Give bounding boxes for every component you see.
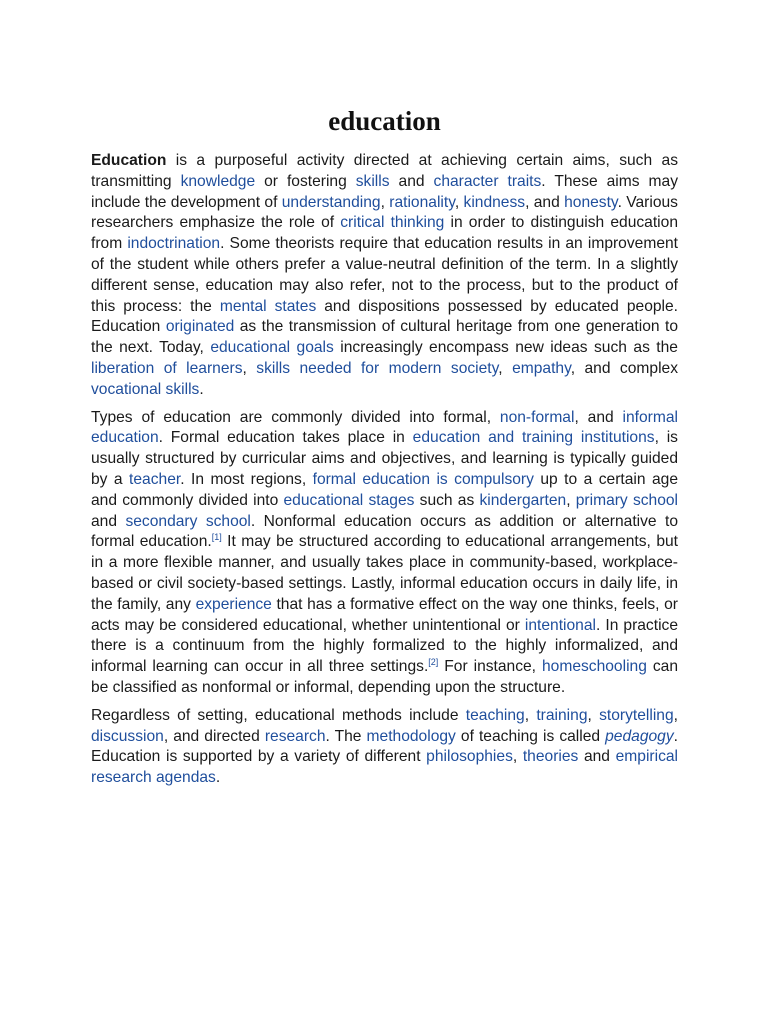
link-intentional[interactable]: intentional: [524, 616, 596, 634]
paragraph-text: . The: [325, 727, 367, 745]
paragraph-text: and: [578, 748, 616, 766]
paragraph-text: is a purposeful activity directed at achieving certain aims, such as transmitting: [91, 152, 678, 190]
paragraph-text: increasingly encompass new ideas such as the: [333, 339, 678, 357]
link-kindergarten[interactable]: kindergarten: [479, 491, 567, 509]
paragraph-text: . These aims may include the development of: [91, 172, 678, 211]
paragraph-text: ,: [380, 193, 390, 211]
paragraph-text: can be classified as nonformal or informal, depending upon the structure.: [91, 658, 678, 696]
paragraph-text: , and: [525, 193, 565, 211]
link-empathy[interactable]: empathy: [512, 359, 571, 377]
link-educational-stages[interactable]: educational stages: [283, 491, 415, 509]
link-discussion[interactable]: discussion: [91, 727, 164, 745]
paragraph-text: For instance,: [438, 658, 542, 676]
link-educational-goals[interactable]: educational goals: [210, 339, 334, 357]
paragraph-text: . Formal education takes place in: [158, 429, 413, 447]
link-secondary-school[interactable]: secondary school: [125, 512, 251, 530]
citation-ref[interactable]: [1]: [211, 532, 222, 543]
paragraph-text: and: [389, 172, 434, 190]
link-storytelling[interactable]: storytelling: [599, 706, 674, 724]
paragraph-text: Types of education are commonly divided into formal,: [91, 408, 500, 426]
document-title: education: [328, 106, 441, 136]
paragraph-text: ,: [512, 748, 523, 766]
link-vocational-skills[interactable]: vocational skills: [91, 380, 200, 398]
paragraph-text: , and: [574, 408, 623, 426]
paragraph-text: or fostering: [255, 172, 356, 190]
link-critical-thinking[interactable]: critical thinking: [340, 214, 445, 232]
paragraph-text: and: [91, 512, 126, 530]
paragraph-text: , is usually structured by curricular aims and objectives, and learning is typically guided by a: [91, 429, 678, 488]
paragraph-text: ,: [242, 359, 257, 377]
paragraph-text: It may be structured according to educational arrangements, but in a more flexible manner, and usually takes place in community-based, workplace-based or civil society-based settings. Lastly, informal education occurs in daily life, in the family, any: [91, 533, 678, 613]
paragraph-text: Regardless of setting, educational methods include: [91, 706, 466, 724]
paragraph-text: ,: [454, 193, 464, 211]
paragraph-text: . Nonformal education occurs as addition or alternative to formal education.: [91, 512, 679, 551]
paragraph-text: ,: [566, 491, 576, 509]
link-teacher[interactable]: teacher: [129, 470, 181, 488]
paragraph-text: ,: [587, 706, 600, 724]
link-empirical-research-agendas[interactable]: empirical research agendas: [91, 748, 678, 787]
paragraph-text: .: [199, 380, 204, 398]
paragraph-text: . Some theorists require that education results in an improvement of the student while others prefer a value-neutral definition of the term. In a slightly different sense, education may also refer, not to the process, but to the product of this process: the: [91, 235, 678, 315]
link-informal-education[interactable]: informal education: [91, 408, 678, 447]
link-teaching[interactable]: teaching: [465, 706, 525, 724]
paragraph-text: as the transmission of cultural heritage from one generation to the next. Today,: [91, 318, 678, 357]
paragraph-text: up to a certain age and commonly divided into: [91, 470, 678, 509]
paragraph-intro: [91, 151, 678, 401]
link-experience[interactable]: experience: [195, 595, 272, 613]
link-education-and-training-institutions[interactable]: education and training institutions: [412, 429, 655, 447]
paragraph-text: ,: [498, 359, 513, 377]
link-primary-school[interactable]: primary school: [575, 491, 679, 509]
link-kindness[interactable]: kindness: [463, 193, 526, 211]
link-rationality[interactable]: rationality: [389, 193, 455, 211]
link-research[interactable]: research: [264, 727, 326, 745]
paragraph-text: , and complex: [570, 359, 679, 377]
citation-ref[interactable]: [2]: [428, 656, 439, 667]
paragraph-text: , and directed: [163, 727, 265, 745]
paragraph-types: [91, 408, 678, 699]
paragraph-text: such as: [414, 491, 480, 509]
link-honesty[interactable]: honesty: [564, 193, 618, 211]
link-non-formal[interactable]: non-formal: [499, 408, 575, 426]
paragraph-text: of teaching is called: [455, 727, 606, 745]
paragraph-text: . Various researchers emphasize the role of: [91, 193, 678, 232]
link-knowledge[interactable]: knowledge: [180, 172, 256, 190]
paragraph-text: .: [215, 769, 221, 787]
paragraph-text: ,: [524, 706, 537, 724]
link-skills[interactable]: skills: [355, 172, 390, 190]
link-training[interactable]: training: [536, 706, 588, 724]
paragraph-text: ,: [673, 706, 678, 724]
link-skills-needed-for-modern-society[interactable]: skills needed for modern society: [256, 359, 499, 377]
bold-term: Education: [91, 152, 167, 169]
link-homeschooling[interactable]: homeschooling: [541, 658, 647, 676]
link-philosophies[interactable]: philosophies: [426, 748, 513, 766]
link-theories[interactable]: theories: [522, 748, 579, 766]
link-mental-states[interactable]: mental states: [219, 297, 317, 315]
paragraph-text: . In most regions,: [180, 470, 313, 488]
link-originated[interactable]: originated: [165, 318, 235, 336]
link-formal-education-is-compulsory[interactable]: formal education is compulsory: [312, 470, 534, 488]
link-liberation-of-learners[interactable]: liberation of learners: [91, 359, 243, 377]
paragraph-methods: [91, 706, 678, 789]
paragraph-text: . In practice there is a continuum from the highly formalized to the highly informalized, and informal learning can occur in all three settings.: [91, 616, 679, 676]
link-methodology[interactable]: methodology: [366, 727, 456, 745]
link-indoctrination[interactable]: indoctrination: [127, 235, 221, 253]
link-character-traits[interactable]: character traits: [433, 172, 542, 190]
paragraph-text: and dispositions possessed by educated people. Education: [91, 297, 679, 336]
link-understanding[interactable]: understanding: [281, 193, 381, 211]
paragraph-text: . Education is supported by a variety of different: [91, 727, 678, 766]
link-pedagogy[interactable]: pedagogy: [605, 727, 674, 745]
paragraph-text: in order to distinguish education from: [91, 214, 678, 253]
paragraph-text: that has a formative effect on the way one thinks, feels, or acts may be considered educational, whether unintentional or: [91, 595, 678, 634]
